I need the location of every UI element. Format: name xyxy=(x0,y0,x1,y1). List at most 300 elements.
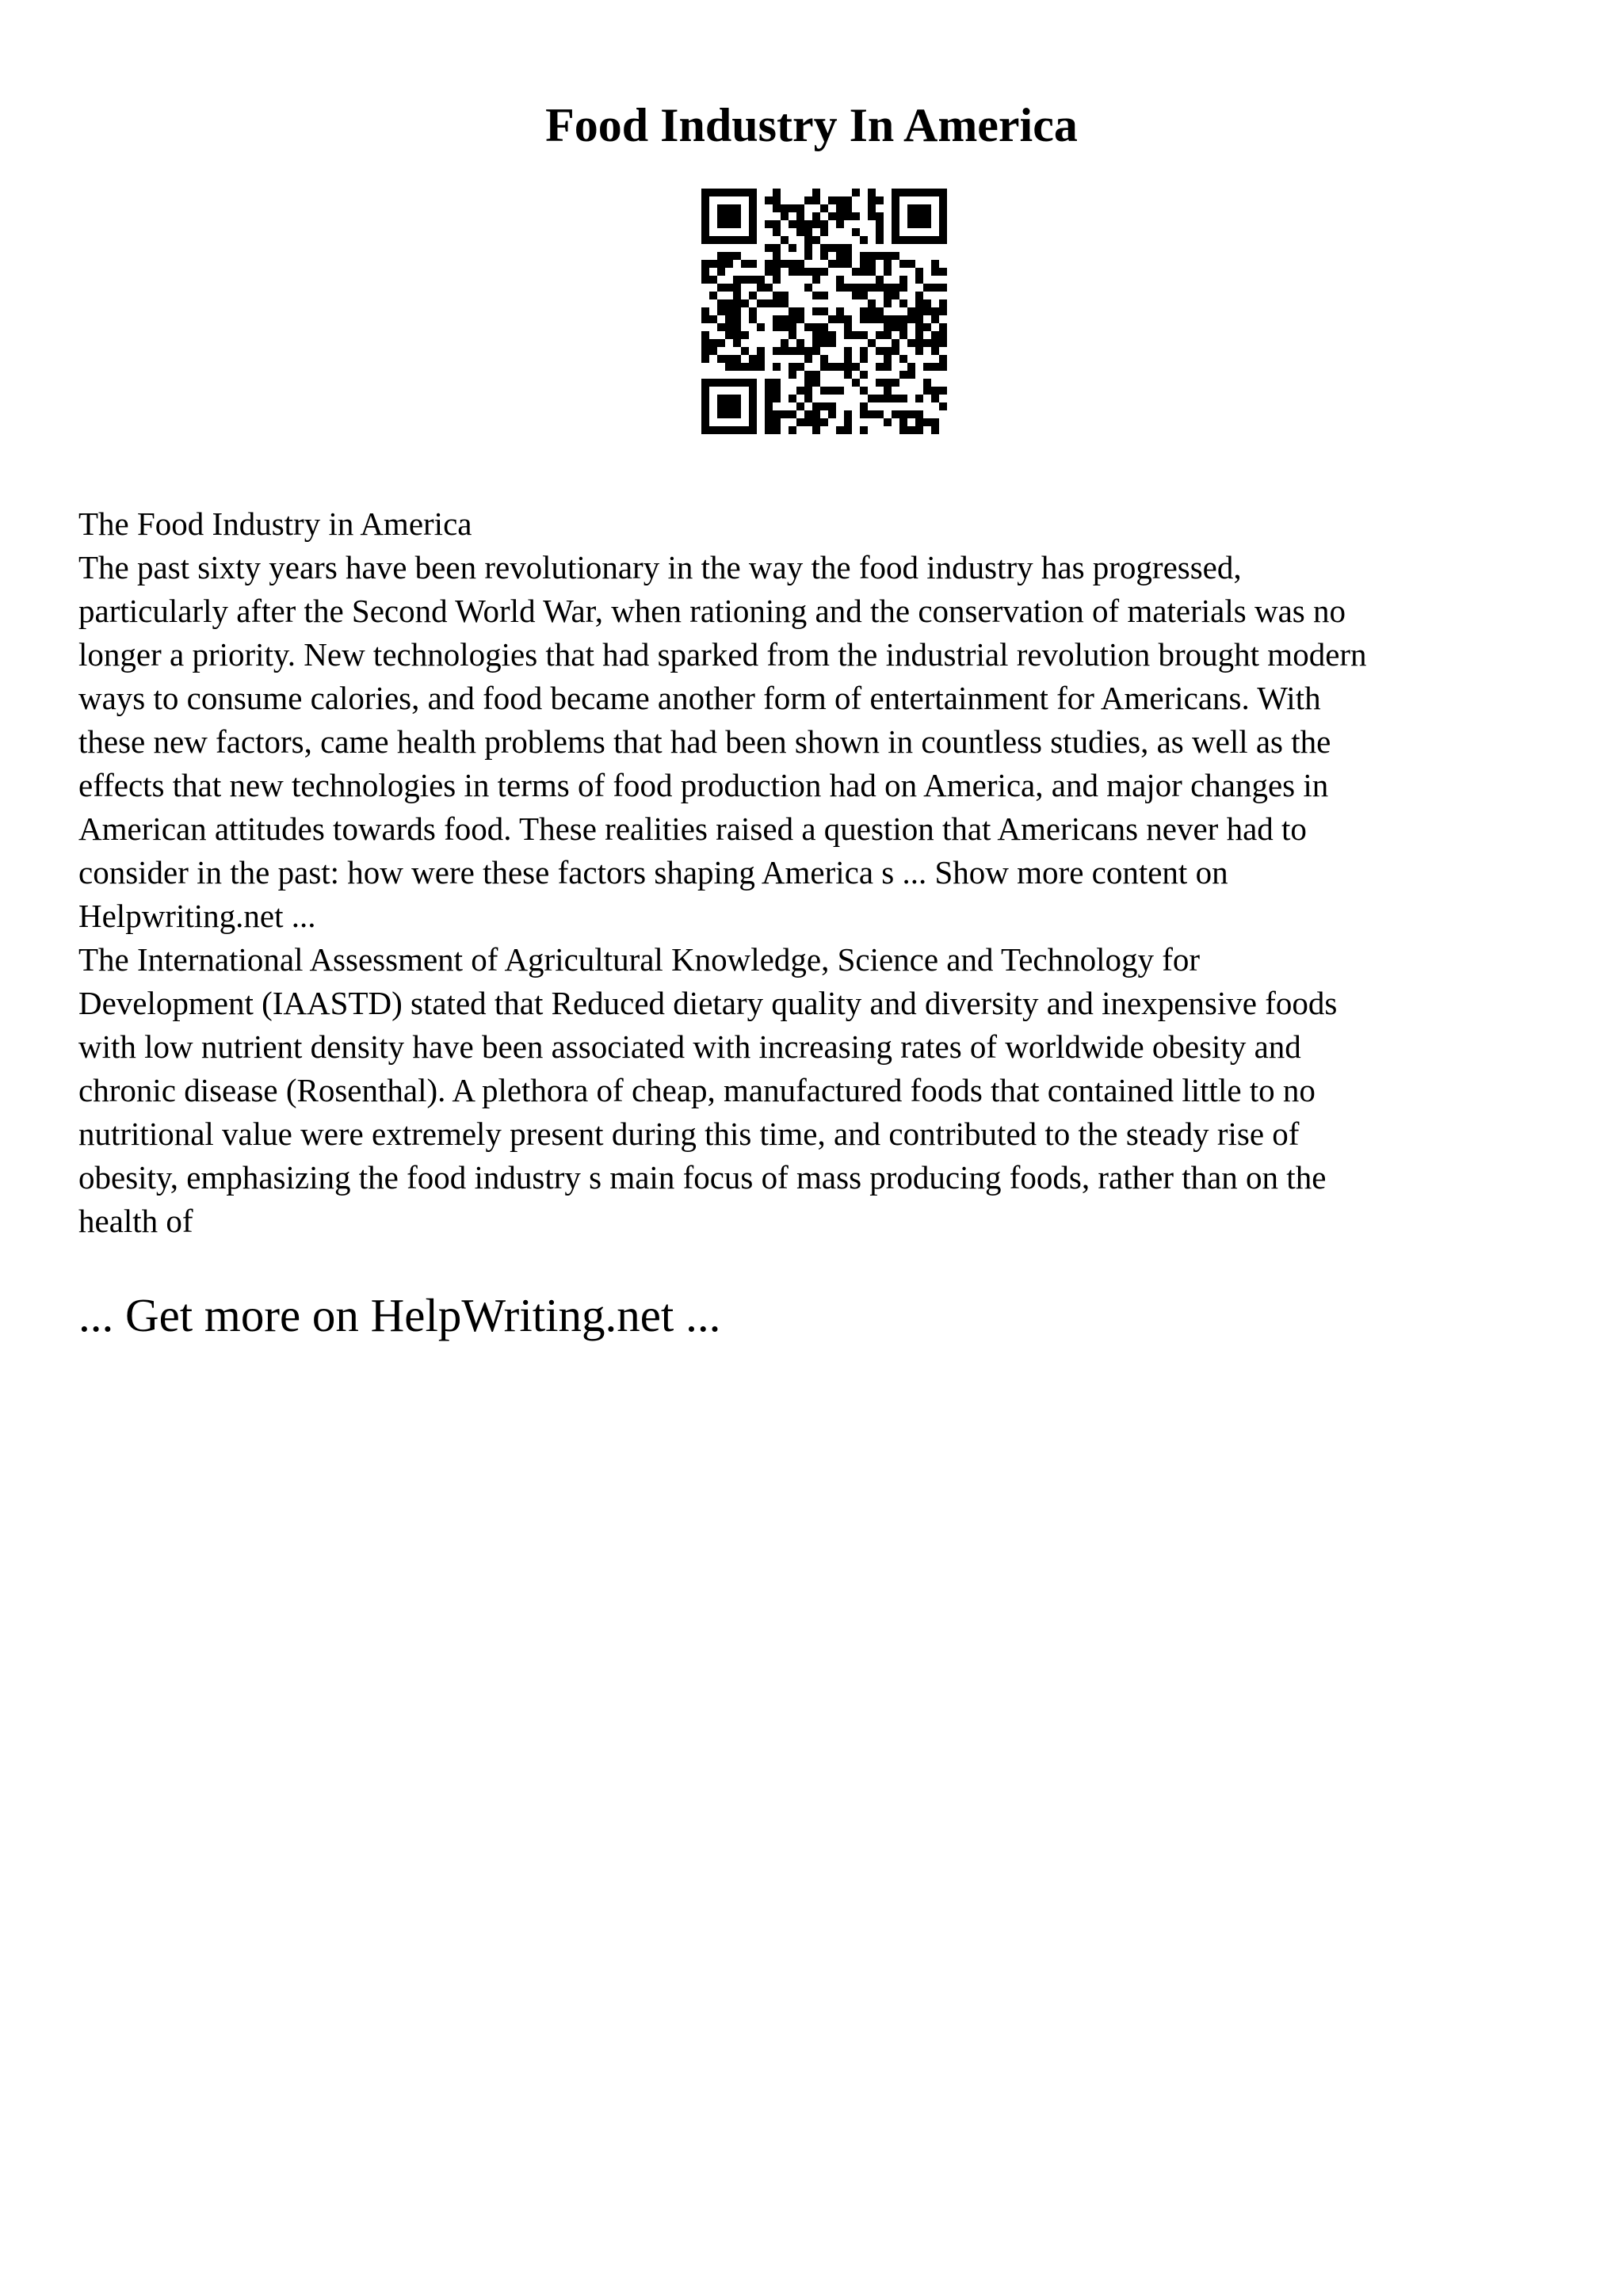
qr-module xyxy=(757,347,765,355)
qr-module xyxy=(884,299,892,307)
qr-module xyxy=(915,339,923,347)
qr-module xyxy=(733,355,741,363)
qr-module xyxy=(749,292,757,299)
qr-module xyxy=(844,244,852,252)
qr-module xyxy=(836,244,844,252)
qr-module xyxy=(892,347,899,355)
qr-module xyxy=(844,196,852,204)
qr-module xyxy=(907,307,915,315)
qr-module xyxy=(868,196,876,204)
qr-module xyxy=(868,395,876,402)
qr-module xyxy=(725,299,733,307)
qr-module xyxy=(931,363,939,371)
qr-module xyxy=(915,276,923,284)
qr-module xyxy=(931,268,939,276)
body-line: these new factors, came health problems that had been shown in countless studies, as well as the xyxy=(78,723,1331,760)
qr-module xyxy=(796,220,804,228)
qr-module xyxy=(757,355,765,363)
qr-module xyxy=(789,204,796,212)
page-title: Food Industry In America xyxy=(545,99,1078,151)
qr-module xyxy=(789,410,796,418)
qr-module xyxy=(773,323,781,331)
qr-module xyxy=(804,228,812,236)
qr-module xyxy=(709,260,717,268)
qr-module xyxy=(757,299,765,307)
qr-module xyxy=(836,196,844,204)
qr-module xyxy=(796,387,804,395)
qr-module xyxy=(915,418,923,426)
qr-module xyxy=(820,363,828,371)
qr-module xyxy=(773,260,781,268)
qr-module xyxy=(741,331,749,339)
qr-module xyxy=(836,276,844,284)
qr-module xyxy=(868,299,876,307)
qr-module xyxy=(876,220,884,228)
qr-module xyxy=(733,299,741,307)
qr-module xyxy=(717,268,725,276)
qr-module xyxy=(868,284,876,292)
body-line: health of xyxy=(78,1203,193,1239)
qr-module xyxy=(701,379,709,434)
qr-module xyxy=(789,363,796,371)
qr-module xyxy=(892,284,899,292)
qr-module xyxy=(844,260,852,268)
qr-module xyxy=(884,355,892,363)
qr-module xyxy=(852,268,860,276)
qr-module xyxy=(812,331,820,339)
qr-module xyxy=(868,252,876,260)
qr-module xyxy=(804,284,812,292)
qr-module xyxy=(931,347,939,355)
qr-module xyxy=(773,315,781,323)
qr-module xyxy=(773,276,781,284)
qr-module xyxy=(820,268,828,276)
body-line: particularly after the Second World War, when rationing and the conservation of materials was no xyxy=(78,593,1346,629)
qr-module xyxy=(749,355,757,363)
qr-module xyxy=(725,284,733,292)
qr-module xyxy=(789,371,796,379)
qr-module xyxy=(860,402,868,410)
qr-module xyxy=(820,339,828,347)
qr-module xyxy=(733,323,741,331)
qr-module xyxy=(789,347,796,355)
qr-module xyxy=(765,244,773,252)
qr-module xyxy=(789,220,796,228)
qr-module xyxy=(701,355,709,363)
qr-module xyxy=(804,379,812,387)
qr-module xyxy=(915,426,923,434)
qr-module xyxy=(725,331,733,339)
qr-module xyxy=(773,228,781,236)
qr-module xyxy=(725,252,733,260)
qr-module xyxy=(820,292,828,299)
qr-module xyxy=(907,426,915,434)
qr-module xyxy=(907,363,915,371)
qr-module xyxy=(915,299,923,307)
qr-module xyxy=(709,292,717,299)
body-line: with low nutrient density have been associated with increasing rates of worldwide obesity and xyxy=(78,1028,1301,1065)
qr-module xyxy=(749,260,757,268)
qr-module xyxy=(923,387,931,395)
qr-module xyxy=(860,307,868,315)
qr-module xyxy=(709,276,717,284)
qr-module xyxy=(923,363,931,371)
qr-module xyxy=(876,410,884,418)
qr-module xyxy=(860,410,868,418)
qr-module xyxy=(884,260,892,268)
qr-module xyxy=(773,189,781,196)
qr-module xyxy=(844,323,852,331)
qr-module xyxy=(820,204,828,212)
qr-module xyxy=(884,363,892,371)
qr-module xyxy=(836,284,844,292)
qr-module xyxy=(892,379,899,387)
qr-module xyxy=(701,268,709,276)
qr-module xyxy=(868,339,876,347)
qr-module xyxy=(939,307,947,315)
qr-module xyxy=(876,276,884,284)
qr-module xyxy=(939,331,947,339)
qr-module xyxy=(876,252,884,260)
qr-module xyxy=(820,252,828,260)
qr-module xyxy=(789,323,796,331)
qr-module xyxy=(892,315,899,323)
qr-module xyxy=(701,189,757,196)
qr-module xyxy=(931,387,939,395)
body-line: The Food Industry in America xyxy=(78,505,472,542)
qr-module xyxy=(907,260,915,268)
qr-module xyxy=(860,315,868,323)
qr-module xyxy=(733,292,741,299)
body-line: Development (IAASTD) stated that Reduced dietary quality and diversity and inexpensive foods xyxy=(78,985,1338,1021)
qr-module xyxy=(876,196,884,204)
qr-module xyxy=(844,315,852,323)
qr-module xyxy=(939,268,947,276)
qr-module xyxy=(701,379,757,387)
qr-module xyxy=(876,315,884,323)
qr-module xyxy=(828,260,836,268)
qr-module xyxy=(773,244,781,252)
qr-module xyxy=(804,244,812,252)
body-line: chronic disease (Rosenthal). A plethora of cheap, manufactured foods that contained little to no xyxy=(78,1072,1316,1108)
qr-module xyxy=(915,347,923,355)
qr-module xyxy=(836,260,844,268)
qr-module xyxy=(709,315,717,323)
qr-module xyxy=(836,387,844,395)
qr-module xyxy=(812,402,820,410)
qr-module xyxy=(725,323,733,331)
qr-module xyxy=(812,212,820,220)
qr-module xyxy=(804,323,812,331)
qr-module xyxy=(725,355,733,363)
qr-module xyxy=(884,379,892,387)
qr-code-icon[interactable] xyxy=(701,189,947,434)
qr-module xyxy=(796,212,804,220)
qr-module xyxy=(789,244,796,252)
qr-module xyxy=(860,260,868,268)
qr-module xyxy=(773,363,781,371)
qr-module xyxy=(844,410,852,418)
qr-module xyxy=(701,339,709,347)
qr-module xyxy=(804,252,812,260)
qr-module xyxy=(892,292,899,299)
qr-module xyxy=(812,323,820,331)
qr-module xyxy=(836,315,844,323)
qr-module xyxy=(717,252,725,260)
qr-module xyxy=(812,276,820,284)
qr-module xyxy=(939,355,947,363)
qr-module xyxy=(773,410,781,418)
qr-module xyxy=(820,228,828,236)
qr-module xyxy=(899,260,907,268)
body-line: longer a priority. New technologies that had sparked from the industrial revolution brought modern xyxy=(78,636,1367,673)
qr-module xyxy=(781,212,789,220)
qr-module xyxy=(884,395,892,402)
qr-module xyxy=(812,236,820,244)
get-more-link[interactable]: ... Get more on HelpWriting.net ... xyxy=(78,1289,721,1341)
qr-module xyxy=(820,307,828,315)
qr-module xyxy=(820,418,828,426)
qr-module xyxy=(733,339,741,347)
qr-module xyxy=(773,347,781,355)
qr-module xyxy=(828,387,836,395)
qr-module xyxy=(765,395,773,402)
qr-module xyxy=(812,410,820,418)
qr-module xyxy=(907,410,915,418)
qr-module xyxy=(876,347,884,355)
qr-module xyxy=(701,307,709,315)
qr-module xyxy=(852,189,860,196)
body-line: obesity, emphasizing the food industry s main focus of mass producing foods, rather than on the xyxy=(78,1159,1327,1196)
qr-module xyxy=(741,347,749,355)
qr-module xyxy=(820,323,828,331)
qr-module xyxy=(812,189,820,196)
qr-module xyxy=(884,284,892,292)
qr-module xyxy=(749,276,757,284)
qr-module xyxy=(828,196,836,204)
qr-module xyxy=(725,363,733,371)
qr-module xyxy=(757,276,765,284)
qr-module xyxy=(899,371,907,379)
qr-module xyxy=(828,244,836,252)
qr-module xyxy=(884,331,892,339)
qr-module xyxy=(939,323,947,331)
qr-module xyxy=(931,339,939,347)
qr-module xyxy=(931,284,939,292)
qr-module xyxy=(701,189,709,244)
qr-module xyxy=(868,212,876,220)
qr-module xyxy=(773,220,781,228)
qr-module xyxy=(876,363,884,371)
qr-module xyxy=(749,379,757,434)
qr-module xyxy=(836,307,844,315)
qr-module xyxy=(733,331,741,339)
qr-module xyxy=(701,236,757,244)
qr-module xyxy=(749,315,757,323)
qr-module xyxy=(860,371,868,379)
qr-module xyxy=(876,379,884,387)
qr-code-graphic xyxy=(701,189,947,434)
qr-module xyxy=(844,284,852,292)
qr-module xyxy=(765,402,773,410)
qr-module xyxy=(884,268,892,276)
qr-module xyxy=(789,426,796,434)
qr-module xyxy=(915,315,923,323)
qr-module xyxy=(765,268,773,276)
qr-module xyxy=(773,418,781,426)
qr-module xyxy=(733,276,741,284)
qr-module xyxy=(836,252,844,260)
qr-module xyxy=(741,276,749,284)
qr-module xyxy=(796,228,804,236)
qr-module xyxy=(804,395,812,402)
qr-module xyxy=(812,220,820,228)
qr-module xyxy=(884,252,892,260)
qr-module xyxy=(765,299,773,307)
qr-module xyxy=(868,410,876,418)
qr-module xyxy=(836,363,844,371)
qr-module xyxy=(733,307,741,315)
qr-module xyxy=(789,315,796,323)
qr-module xyxy=(765,387,773,395)
qr-module xyxy=(709,347,717,355)
qr-module xyxy=(796,268,804,276)
qr-module xyxy=(844,331,852,339)
qr-module xyxy=(907,339,915,347)
qr-module xyxy=(717,323,725,331)
qr-module xyxy=(915,410,923,418)
qr-module xyxy=(884,323,892,331)
qr-module xyxy=(939,284,947,292)
qr-module xyxy=(931,426,939,434)
qr-module xyxy=(939,299,947,307)
qr-module xyxy=(892,236,947,244)
qr-module xyxy=(789,307,796,315)
qr-module xyxy=(884,418,892,426)
body-line: The International Assessment of Agricultural Knowledge, Science and Technology for xyxy=(78,941,1201,978)
qr-module xyxy=(749,363,757,371)
qr-module xyxy=(844,426,852,434)
qr-module xyxy=(765,220,773,228)
qr-module xyxy=(844,371,852,379)
qr-module xyxy=(789,268,796,276)
qr-module xyxy=(860,426,868,434)
qr-module xyxy=(796,307,804,315)
body-line: effects that new technologies in terms of food production had on America, and major changes in xyxy=(78,767,1329,803)
qr-module xyxy=(836,220,844,228)
qr-module xyxy=(765,284,773,292)
qr-module xyxy=(852,292,860,299)
qr-module xyxy=(860,292,868,299)
qr-module xyxy=(717,260,725,268)
qr-module xyxy=(796,347,804,355)
qr-module xyxy=(717,355,725,363)
qr-module xyxy=(781,347,789,355)
qr-module xyxy=(860,355,868,363)
qr-module xyxy=(717,307,725,315)
qr-module xyxy=(899,323,907,331)
qr-module xyxy=(717,299,725,307)
qr-module xyxy=(781,339,789,347)
qr-module xyxy=(868,307,876,315)
qr-module xyxy=(852,228,860,236)
qr-module xyxy=(765,260,773,268)
qr-module xyxy=(907,315,915,323)
qr-module xyxy=(860,284,868,292)
qr-module xyxy=(804,220,812,228)
qr-module xyxy=(931,395,939,402)
qr-module xyxy=(741,299,749,307)
qr-module xyxy=(828,402,836,410)
qr-module xyxy=(773,204,781,212)
qr-module xyxy=(860,236,868,244)
qr-module xyxy=(773,395,781,402)
qr-module xyxy=(884,292,892,299)
qr-module xyxy=(717,204,741,228)
qr-module xyxy=(789,331,796,339)
qr-module xyxy=(820,387,828,395)
qr-module xyxy=(892,410,899,418)
qr-module xyxy=(931,307,939,315)
qr-module xyxy=(868,268,876,276)
qr-module xyxy=(701,315,709,323)
qr-module xyxy=(868,260,876,268)
qr-module xyxy=(844,363,852,371)
qr-module xyxy=(876,284,884,292)
qr-module xyxy=(892,189,899,244)
qr-module xyxy=(899,276,907,284)
qr-module xyxy=(923,323,931,331)
qr-module xyxy=(828,339,836,347)
qr-module xyxy=(725,260,733,268)
qr-module xyxy=(781,236,789,244)
body-line: American attitudes towards food. These realities raised a question that Americans never had to xyxy=(78,810,1307,847)
qr-module xyxy=(923,418,931,426)
qr-module xyxy=(701,426,757,434)
qr-module xyxy=(789,395,796,402)
qr-module xyxy=(796,363,804,371)
qr-module xyxy=(836,204,844,212)
qr-module xyxy=(899,299,907,307)
qr-module xyxy=(773,252,781,260)
qr-module xyxy=(796,204,804,212)
qr-module xyxy=(781,299,789,307)
qr-module xyxy=(804,268,812,276)
qr-module xyxy=(939,402,947,410)
qr-module xyxy=(701,276,709,284)
qr-module xyxy=(820,355,828,363)
qr-module xyxy=(939,339,947,347)
qr-module xyxy=(899,315,907,323)
qr-module xyxy=(876,212,884,220)
qr-module xyxy=(717,395,741,418)
qr-module xyxy=(868,189,876,196)
body-line: Helpwriting.net ... xyxy=(78,898,316,934)
qr-module xyxy=(915,323,923,331)
qr-module xyxy=(701,347,709,355)
qr-module xyxy=(836,212,844,220)
qr-module xyxy=(796,402,804,410)
qr-module xyxy=(892,189,947,196)
qr-module xyxy=(804,355,812,363)
qr-module xyxy=(812,371,820,379)
qr-module xyxy=(923,307,931,315)
qr-module xyxy=(812,347,820,355)
qr-module xyxy=(812,339,820,347)
qr-module xyxy=(923,284,931,292)
qr-module xyxy=(892,323,899,331)
qr-module xyxy=(931,418,939,426)
